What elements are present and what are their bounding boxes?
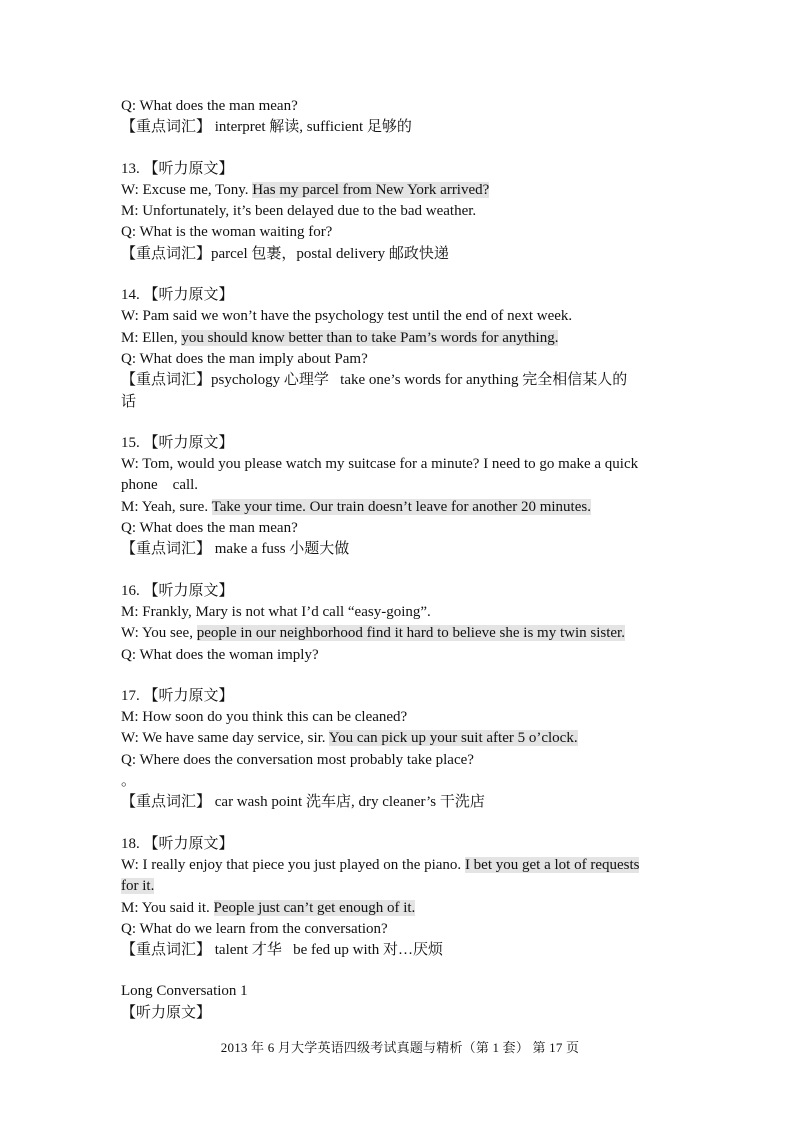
text-span: 15. 【听力原文】 (121, 434, 234, 451)
text-span: Q: What does the man mean? (121, 520, 298, 537)
text-line (121, 244, 691, 265)
text-span: M: How soon do you think this can be cleaned? (121, 709, 408, 726)
text-line (121, 433, 691, 454)
text-line (121, 707, 691, 728)
paragraph-gap (121, 666, 691, 686)
text-line (121, 117, 691, 138)
text-span: 【重点词汇】parcel 包裹，postal delivery 邮政快递 (121, 245, 449, 262)
text-line (121, 940, 691, 961)
text-span: 。 (121, 773, 137, 790)
text-span: Q: What does the man imply about Pam? (121, 350, 368, 367)
text-line (121, 539, 691, 560)
text-line (121, 834, 691, 855)
text-line (121, 855, 691, 876)
text-line (121, 454, 691, 475)
document-body (121, 96, 691, 1024)
text-line (121, 981, 691, 1002)
paragraph-gap (121, 961, 691, 981)
text-line (121, 349, 691, 370)
text-line (121, 771, 691, 792)
text-line (121, 96, 691, 117)
text-line (121, 328, 691, 349)
text-span: 16. 【听力原文】 (121, 582, 234, 599)
text-line (121, 370, 691, 391)
text-line (121, 518, 691, 539)
paragraph-gap (121, 139, 691, 159)
text-span: M: Yeah, sure. (121, 498, 212, 515)
text-span: W: You see, (121, 625, 197, 642)
text-line (121, 919, 691, 940)
text-span: M: Unfortunately, it’s been delayed due to the bad weather. (121, 203, 477, 220)
paragraph-gap (121, 413, 691, 433)
text-line (121, 623, 691, 644)
text-line (121, 497, 691, 518)
highlighted-text: Take your time. Our train doesn’t leave for another 20 minutes. (211, 498, 591, 515)
text-line (121, 602, 691, 623)
text-line (121, 581, 691, 602)
text-span: M: Ellen, (121, 329, 182, 346)
text-span: W: Pam said we won’t have the psychology test until the end of next week. (121, 308, 573, 325)
text-line (121, 285, 691, 306)
text-span: 【重点词汇】 talent 才华 be fed up with 对…厌烦 (121, 942, 444, 959)
text-span: phone call. (121, 477, 199, 494)
text-span: W: I really enjoy that piece you just played on the piano. (121, 856, 465, 873)
text-span: 【听力原文】 (121, 1004, 212, 1021)
text-span: 14. 【听力原文】 (121, 287, 234, 304)
text-span: Q: What does the man mean? (121, 98, 298, 114)
highlighted-text: people in our neighborhood find it hard to believe she is my twin sister. (196, 625, 625, 642)
text-line (121, 876, 691, 897)
highlighted-text: for it. (121, 878, 155, 895)
text-span: Q: What do we learn from the conversation? (121, 920, 388, 937)
paragraph-gap (121, 814, 691, 834)
text-span: 【重点词汇】 car wash point 洗车店, dry cleaner’s 干洗店 (121, 794, 485, 811)
paragraph-gap (121, 265, 691, 285)
text-span: 【重点词汇】psychology 心理学 take one’s words for anything 完全相信某人的 (121, 372, 628, 389)
text-span: Q: What does the woman imply? (121, 646, 319, 663)
highlighted-text: People just can’t get enough of it. (213, 899, 416, 916)
text-line (121, 222, 691, 243)
text-line (121, 645, 691, 666)
page-footer: 2013 年 6 月大学英语四级考试真题与精析（第 1 套） 第 17 页 (220, 1040, 580, 1055)
text-span: 13. 【听力原文】 (121, 160, 234, 177)
text-line (121, 392, 691, 413)
text-line (121, 201, 691, 222)
text-span: W: We have same day service, sir. (121, 730, 329, 747)
highlighted-text: I bet you get a lot of requests (464, 856, 640, 873)
text-span: 17. 【听力原文】 (121, 687, 234, 704)
text-span: 18. 【听力原文】 (121, 835, 234, 852)
text-line (121, 180, 691, 201)
highlighted-text: you should know better than to take Pam’s words for anything. (181, 329, 559, 346)
text-span: W: Tom, would you please watch my suitcase for a minute? I need to go make a quick (121, 456, 639, 473)
text-span: M: You said it. (121, 899, 214, 916)
text-span: Long Conversation 1 (121, 983, 248, 1000)
text-line (121, 750, 691, 771)
text-span: Q: Where does the conversation most probably take place? (121, 751, 474, 768)
text-span: W: Excuse me, Tony. (121, 181, 253, 198)
text-span: 【重点词汇】 make a fuss 小题大做 (121, 541, 350, 558)
text-line (121, 898, 691, 919)
text-line (121, 159, 691, 180)
text-line (121, 306, 691, 327)
text-line (121, 728, 691, 749)
text-line (121, 475, 691, 496)
paragraph-gap (121, 561, 691, 581)
text-line (121, 1003, 691, 1024)
highlighted-text: Has my parcel from New York arrived? (252, 181, 490, 198)
text-span: 话 (121, 393, 137, 410)
highlighted-text: You can pick up your suit after 5 o’clock. (328, 730, 578, 747)
text-line (121, 792, 691, 813)
text-span: M: Frankly, Mary is not what I’d call “easy-going”. (121, 603, 431, 620)
text-span: Q: What is the woman waiting for? (121, 224, 333, 241)
text-span: 【重点词汇】 interpret 解读, sufficient 足够的 (121, 119, 412, 136)
text-line (121, 686, 691, 707)
